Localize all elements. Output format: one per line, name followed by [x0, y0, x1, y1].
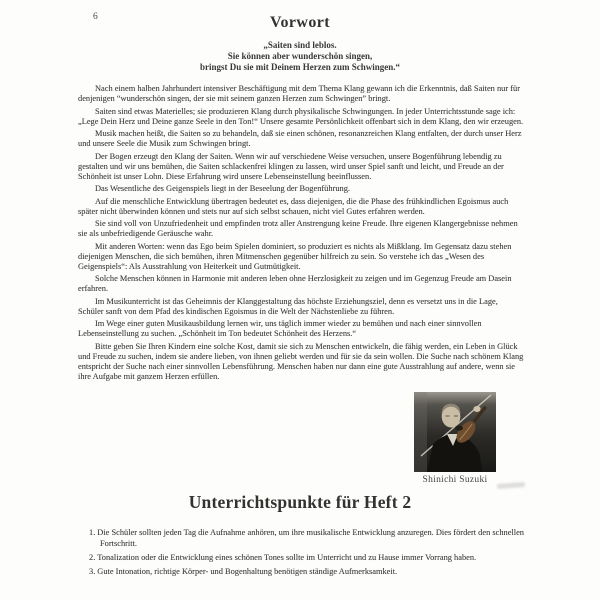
paragraph: Mit anderen Worten: wenn das Ego beim Spielen dominiert, so produziert es nichts als Mißklang. Im Gegensatz dazu stehen diejenigen Menschen, die sich bemühen, ihren Mitmenschen gegenüber hilfreich zu sein. So verstehe ich das „Wesen des Geigenspiels“: Als Ausstrahlung von Heiterkeit und Gutmütigkeit.: [78, 241, 512, 271]
foreword-text: [78, 84, 524, 382]
paragraph: Das Wesentliche des Geigenspiels liegt in der Beseelung der Bogenführung.: [95, 184, 351, 193]
page-number: 6: [93, 12, 98, 22]
paragraph: Musik machen heißt, die Saiten so zu behandeln, daß sie einen schönen, resonanzreichen Klang entfalten, der durch unser Herz und unsere Seele die Musik zum Schwingen bringt.: [78, 129, 522, 148]
epigraph-line: Sie können aber wunderschön singen,: [227, 51, 373, 61]
epigraph: [0, 40, 600, 73]
paragraph: Bitte geben Sie Ihren Kindern eine solche Kost, damit sie sich zu Menschen entwickeln, die fähig werden, ein Leben in Glück und Freude zu suchen, indem sie andere lieben, von ihnen geliebt werden und für sie da sein wollen. Die Suche nach schönem Klang entspricht der Suche nach einer sinnvollen Lebensführung. Menschen haben nur dann eine gute Ausstrahlung auf andere, wenn sie ihre Aufgabe mit ganzem Herzen erfüllen.: [78, 341, 524, 381]
teaching-point-number: 2.: [89, 553, 96, 563]
teaching-point-number: 1.: [89, 528, 96, 537]
paragraph: Nach einem halben Jahrhundert intensiver Beschäftigung mit dem Thema Klang gewann ich die Erkenntnis, daß Saiten nur für denjenigen “wunderschön singen, der sie mit seinem ganzen Herzen zum Schwingen” bringt.: [78, 84, 520, 103]
teaching-point-number: 3.: [89, 567, 96, 577]
paragraph: Auf die menschliche Entwicklung übertragen bedeutet es, dass diejenigen, die die Phase des frühkindlichen Egoismus auch später nicht überwinden können und stets nur auf sich selbst schauen, nicht viel Gutes erfahren werden.: [78, 196, 509, 216]
suzuki-photo-figure: [414, 392, 496, 485]
paragraph: Solche Menschen können in Harmonie mit anderen leben ohne Herzlosigkeit zu zeigen und im Gegenzug Freude am Dasein erfahren.: [78, 274, 512, 293]
page-title: Vorwort: [270, 14, 330, 31]
teaching-points-list: [89, 528, 525, 578]
paragraph: Saiten sind etwas Materielles; sie produzieren Klang durch physikalische Schwingungen. In jeder Unterrichtsstunde sage ich: „Lege Dein Herz und Deine ganze Seele in den Ton!“ Unsere gesamte Persönlichkeit offenbart sich in dem Klang, den wir erzeugen.: [78, 106, 524, 126]
paragraph: Der Bogen erzeugt den Klang der Saiten. Wenn wir auf verschiedene Weise versuchen, unsere Bogenführung lebendig zu gestalten und wir uns bemühen, die Saiten schlackenfrei klingen zu lassen, wird unser Spiel sanft und leicht, und Freude an der Schönheit ist unser Lohn. Diese Erfahrung wird unsere Lebenseinstellung beeinflussen.: [78, 151, 504, 181]
paragraph: Im Musikunterricht ist das Geheimnis der Klanggestaltung das höchste Erziehungsziel, denn es versetzt uns in die Lage, Schüler sanft von dem Pfad des kindischen Egoismus in die Welt der Nächstenliebe zu führen.: [78, 296, 498, 316]
teaching-point-text: Die Schüler sollten jeden Tag die Aufnahme anhören, um ihre musikalische Entwicklung anzuregen. Dies fördert den schnellen Fortschritt.: [97, 528, 524, 548]
epigraph-line: „Saiten sind leblos.: [263, 40, 337, 50]
section-title: Unterrichtspunkte für Heft 2: [188, 492, 412, 512]
photo-caption: Shinichi Suzuki: [422, 475, 488, 485]
epigraph-line: bringst Du sie mit Deinem Herzen zum Schwingen.“: [200, 62, 400, 72]
violinist-photo: [414, 392, 496, 472]
teaching-point: [89, 528, 525, 550]
teaching-point-text: Tonalization oder die Entwicklung eines schönen Tones sollte im Unterricht und zu Hause immer Vorrang haben.: [97, 553, 477, 563]
teaching-point-text: Gute Intonation, richtige Körper- und Bogenhaltung benötigen ständige Aufmerksamkeit.: [97, 567, 398, 577]
teaching-point: [89, 553, 525, 564]
chin-rest: [455, 425, 463, 430]
paragraph: Sie sind voll von Unzufriedenheit und empfinden trotz aller Anstrengung keine Freude. Ihre eigenen Klangergebnisse nehmen sie als unbefriedigende Geräusche wahr.: [78, 219, 518, 238]
paragraph: Im Wege einer guten Musikausbildung lernen wir, uns täglich immer wieder zu bemühen und nach einer sinnvollen Lebenseinstellung zu suchen. „Schönheit im Ton bedeutet Schönheit des Herzens.“: [78, 319, 482, 338]
teaching-point: [89, 567, 525, 578]
scan-artifact: [497, 482, 525, 489]
left-hand: [473, 406, 480, 412]
